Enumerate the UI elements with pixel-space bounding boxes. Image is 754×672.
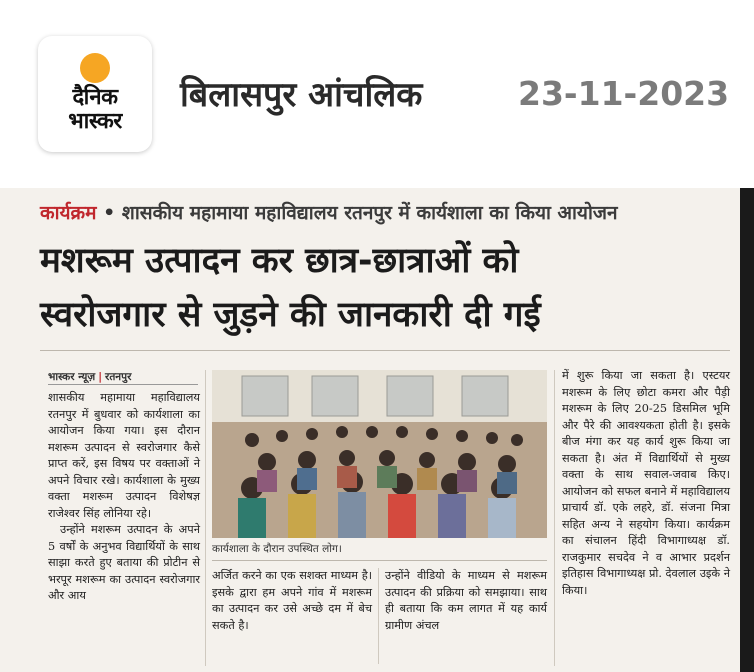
column-3 — [385, 568, 547, 634]
headline-divider — [40, 350, 730, 351]
column-separator — [205, 370, 206, 666]
byline-separator: | — [98, 371, 103, 383]
edition-date: 23-11-2023 — [518, 74, 730, 113]
headline-line-1: मशरूम उत्पादन कर छात्र-छात्राओं को — [40, 241, 519, 281]
page-edge-shadow — [740, 188, 754, 672]
byline-source: भास्कर न्यूज़ — [48, 371, 96, 383]
column-2 — [212, 568, 372, 634]
column-4 — [562, 368, 730, 599]
clipping-header — [0, 0, 754, 180]
byline — [48, 370, 198, 385]
sun-icon — [80, 53, 110, 83]
kicker-text: शासकीय महामाया महाविद्यालय रतनपुर में कार्यशाला का किया आयोजन — [121, 202, 618, 224]
kicker-bullet: • — [103, 202, 116, 224]
headline-line-2: स्वरोजगार से जुड़ने की जानकारी दी गई — [40, 295, 541, 335]
kicker-line — [40, 198, 730, 228]
photo-caption: कार्यशाला के दौरान उपस्थित लोग। — [212, 543, 342, 555]
dainik-bhaskar-logo — [38, 36, 152, 152]
kicker-tag: कार्यक्रम — [40, 202, 97, 224]
logo-text-line2: भास्कर — [68, 109, 122, 134]
caption-divider — [212, 560, 547, 561]
column-4-text: में शुरू किया जा सकता है। एस्टयर मशरूम के लिए छोटा कमरा और पैड़ी मशरूम के लिए 20-25 डिसमिल भूमि और पैरे की आवश्यकता होती है। इसके बीज मंगा कर यह कार्य शुरू किया जा सकता है। अंत में विद्यार्थियों से मुख्य वक्ता के साथ सवाल-जवाब किए। आयोजन को सफल बनाने में महाविद्यालय प्राचार्य डॉ. एके लहरे, डॉ. संजना मित्रा सहित अन्य ने सहयोग किया। कार्यक्रम का संचालन हिंदी विभागाध्यक्ष डॉ. राजकुमार सचदेव ने व आभार प्रदर्शन इतिहास विभागाध्यक्ष प्रो. देवलाल उइके ने किया। — [562, 369, 730, 597]
column-2-text: अर्जित करने का एक सशक्त माध्यम है। इसके द्वारा हम अपने गांव में मशरूम का उत्पादन कर उसे अच्छे दम में बेच सकते है। — [212, 569, 372, 632]
news-clipping — [0, 188, 740, 672]
column-separator — [554, 370, 555, 666]
byline-place: रतनपुर — [105, 371, 132, 383]
logo-text-line1: दैनिक — [72, 85, 118, 110]
column-1-paragraph-2: उन्होंने मशरूम उत्पादन के अपने 5 वर्षों के अनुभव विद्यार्थियों के साथ साझा करते हुए बताया की प्रोटीन से भरपूर मशरूम का उत्पादन स्वरोजगार और आय — [48, 523, 200, 602]
column-3-text: उन्होंने वीडियो के माध्यम से मशरूम उत्पादन की प्रक्रिया को समझाया। साथ ही बताया कि कम लागत में यह कार्य ग्रामीण अंचल — [385, 569, 547, 632]
workshop-photo — [212, 370, 547, 538]
column-separator — [378, 568, 379, 664]
edition-region: बिलासपुर आंचलिक — [180, 75, 423, 115]
column-1 — [48, 390, 200, 605]
column-1-paragraph-1: शासकीय महामाया महाविद्यालय रतनपुर में बुधवार को कार्यशाला का आयोजन किया गया। इस दौरान मशरूम उत्पादन से स्वरोजगार कैसे प्राप्त करें, इस विषय पर वक्ताओं ने अपने विचार रखे। कार्यशाला के मुख्य वक्ता मशरूम उत्पादन विशेषज्ञ राजेश्वर सिंह लोनिया रहे। — [48, 391, 200, 520]
